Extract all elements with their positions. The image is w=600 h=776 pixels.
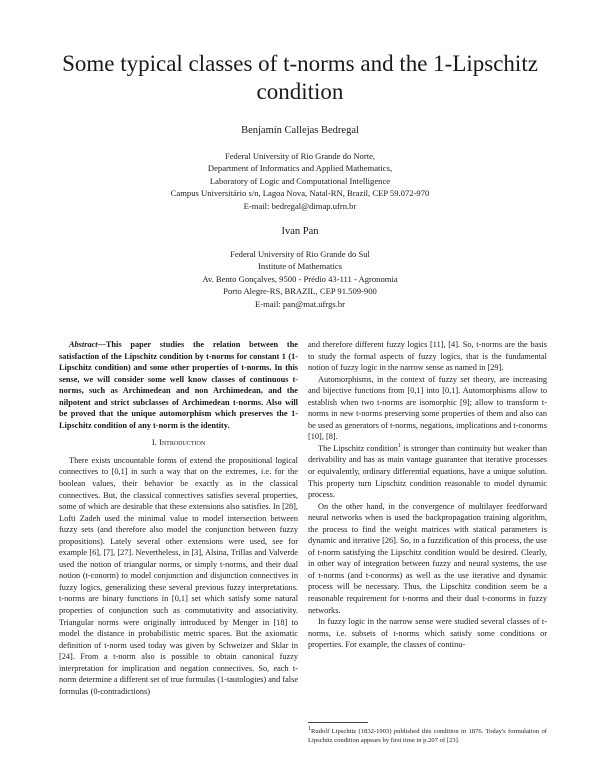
paragraph: There exists uncountable forms of extend the propositional logical connectives to [0,1] in such a way that on the extremes, i.e. for the boolean values, their behavior be exactly as in the classical connectives. But, the classical connectives satisfies several properties, some of which are desirable that these extensions also satisfies. In [28], Lofti Zadeh used the minimal value to model intersection between fuzzy sets (and therefore also model the conjunction between fuzzy propositions). Lately several other extensions were used, see for example [6], [7], [27]. Nevertheless, in [3], Alsina, Trillas and Valverde used the notion of triangular norms, or simply t-norms, and their dual notion (t-conorm) to model conjunction and disjunction connectives in fuzzy logics, generalizing these several previous fuzzy interpretations. t-norms are binary functions in [0,1] set which satisfy some natural properties of conjunction such as commutativity and associativity. Triangular norms were originally introduced by Menger in [18] to model the distance in probabilistic metric spaces. But the axiomatic definition of t-norm used today was given by Schweizer and Sklar in [24]. From a t-norm also is possible to obtain canonical fuzzy interpretation for implication and negation connectives. So, each t-norm determine a different set of true formulas (1-tautologies) and false formulas (0-contradictions) <box>59 455 298 696</box>
affiliation-line: Porto Alegre-RS, BRAZIL, CEP 91.509-900 <box>223 286 377 297</box>
footnote <box>308 727 547 745</box>
paragraph: In fuzzy logic in the narrow sense were studied several classes of t-norms, i.e. subsets of t-norms which satisfy some conditions or properties. For example, the classes of continu- <box>308 617 547 650</box>
author-affiliation-2 <box>100 248 500 310</box>
author-email: E-mail: pan@mat.ufrgs.br <box>254 298 346 309</box>
abstract-text: This paper studies the relation between the satisfaction of the Lipschitz condition by t-norms for constant 1 (1-Lipschitz condition) and some other properties of t-norms. In this sense, we will consider some well know classes of continuous t-norms, such as Archimedean and non Archimedean, and the nilpotent and strict subclasses of Archimedean t-norms. Also will be proved that the unique automorphism which preserves the 1-Lipschitz condition of any t-norm is the identity. <box>59 340 298 430</box>
left-column <box>59 339 298 697</box>
right-column <box>308 339 547 651</box>
footnote-text: Rudolf Lipschitz (1832-1903) published this condition in 1876. Today's formulation of Lipschitz condition appears by first time in p.207 of [23]. <box>308 728 547 744</box>
affiliation-line: Laboratory of Logic and Computational Intelligence <box>209 175 391 186</box>
author-name-1: Benjamín Callejas Bedregal <box>241 125 359 136</box>
author-affiliation-1 <box>100 150 500 212</box>
paragraph: and therefore different fuzzy logics [11], [4]. So, t-norms are the basis to study the formal aspects of fuzzy logics, that is the fundamental notion of fuzzy logic in the narrow sense as named in [29]. <box>308 340 547 373</box>
paper-title: Some typical classes of t-norms and the 1-Lipschitz condition <box>62 51 538 104</box>
affiliation-line: Department of Informatics and Applied Mathematics, <box>207 163 393 174</box>
section-heading: I. Introduction <box>151 437 206 448</box>
affiliation-line: Institute of Mathematics <box>257 261 342 272</box>
paragraph-text: is stronger than continuity but weaker than derivability and has as main vantage guarantee that iterative processes or equivalently, ordinary differential equations, have a unique solution. This property turn Lipschitz condition reasonable to model dynamic process. <box>308 443 547 500</box>
paragraph-text: The Lipschitz condition <box>318 443 398 453</box>
abstract <box>59 339 298 431</box>
author-email: E-mail: bedregal@dimap.ufrn.br <box>243 200 357 211</box>
affiliation-line: Av. Bento Gonçalves, 9500 - Prédio 43-111 - Agronomia <box>202 273 398 284</box>
paragraph: Automorphisms, in the context of fuzzy set theory, are increasing and bijective functions from [0,1] into [0,1]. Automorphisms allow to establish when two t-norms are isomorphic [9]; allow to transform t-norms in new t-norms preserving some properties of them and also can be used as generators of t-norms, negations, implications and t-conorms [10], [8]. <box>308 374 547 442</box>
affiliation-line: Federal University of Rio Grande do Sul <box>230 249 370 259</box>
footnote-ref[interactable]: 1 <box>397 443 401 450</box>
footnote-divider <box>308 722 368 723</box>
affiliation-line: Federal University of Rio Grande do Norte, <box>224 151 376 161</box>
abstract-label: Abstract— <box>69 340 106 349</box>
footnote-mark: 1 <box>308 725 311 732</box>
author-name-2: Ivan Pan <box>281 226 319 237</box>
paragraph: On the other hand, in the convergence of multilayer feedforward neural networks when is used the backpropagation training algorithm, the process to find the weight matrices with statical parameters is dynamic and iterative [26]. So, in a fuzzification of this process, the use of t-norm satisfying the Lipschitz condition would be desired. Clearly, in other way of integration between fuzzy and neural systems, the use of t-norms (and t-conorms) as well as the use iterative and dynamic process will be necessary. Thus, the Lipschitz condition seem be a reasonable requirement for t-norms and their dual t-conorms in fuzzy networks. <box>308 501 547 615</box>
paragraph-lipschitz <box>308 443 547 501</box>
affiliation-line: Campus Universitário s/n, Lagoa Nova, Natal-RN, Brazil, CEP 59.072-970 <box>170 188 430 199</box>
